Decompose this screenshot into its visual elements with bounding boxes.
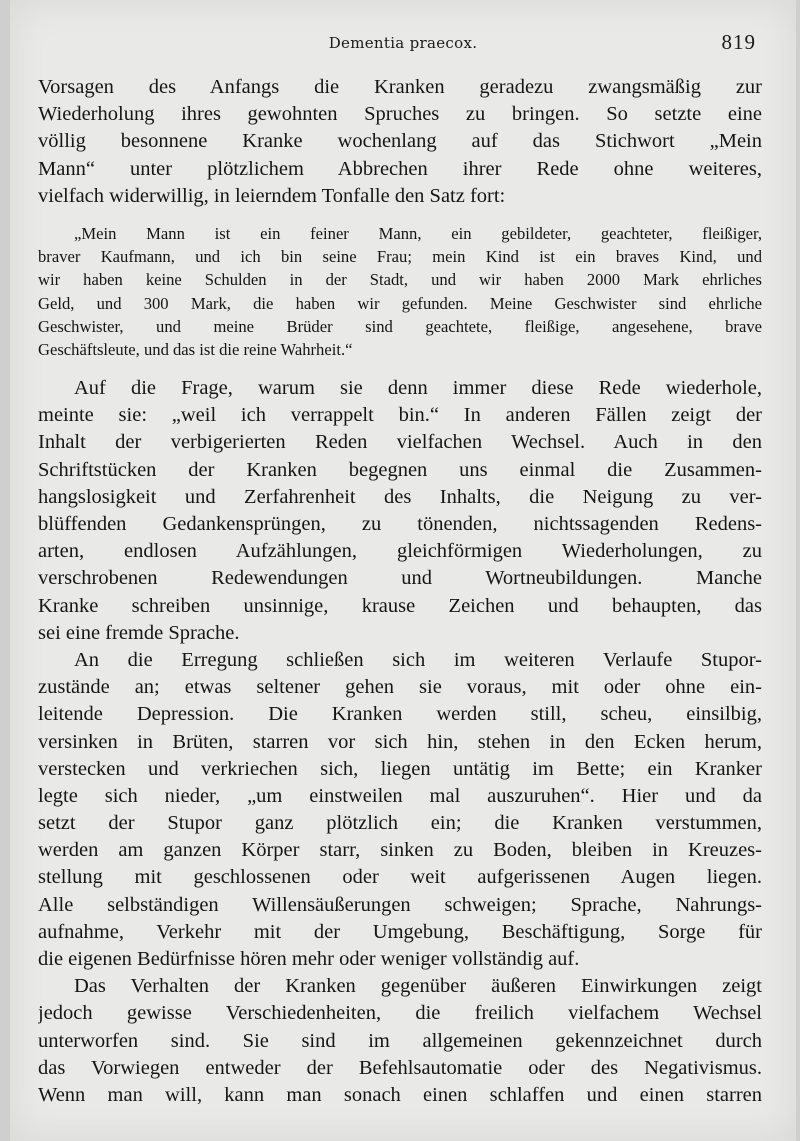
text-line: aufnahme, Verkehr mit der Umgebung, Beschäftigung, Sorge für (38, 920, 762, 943)
text-line: die eigenen Bedürfnisse hören mehr oder weniger vollständig auf. (38, 948, 580, 970)
page-number: 819 (721, 30, 756, 54)
text-line: vielfach widerwillig, in leierndem Tonfalle den Satz fort: (38, 184, 506, 207)
quote-line: „Mein Mann ist ein feiner Mann, ein gebildeter, geachteter, fleißiger, (74, 223, 762, 243)
text-line: das Vorwiegen entweder der Befehlsautomatie oder des Negativismus. (38, 1056, 762, 1079)
text-line: Schriftstücken der Kranken begegnen uns einmal die Zusammen- (38, 458, 762, 481)
text-line: hangslosigkeit und Zerfahrenheit des Inhalts, die Neigung zu ver- (38, 485, 762, 508)
text-line: völlig besonnene Kranke wochenlang auf das Stichwort „Mein (38, 130, 762, 153)
text-line: Vorsagen des Anfangs die Kranken geradezu zwangsmäßig zur (38, 76, 762, 98)
text-line: Wenn man will, kann man sonach einen schlaffen und einen starren (38, 1083, 762, 1106)
text-line: versinken in Brüten, starren vor sich hin, stehen in den Ecken herum, (38, 730, 762, 753)
text-line: verschrobenen Redewendungen und Wortneubildungen. Manche (38, 567, 762, 590)
text-line: Mann“ unter plötzlichem Abbrechen ihrer Rede ohne weiteres, (38, 157, 762, 180)
text-line: setzt der Stupor ganz plötzlich ein; die Kranken verstummen, (38, 812, 762, 835)
text-line: sei eine fremde Sprache. (38, 621, 240, 644)
text-line: unterworfen sind. Sie sind im allgemeinen gekennzeichnet durch (38, 1029, 762, 1052)
page-body (38, 74, 762, 1109)
text-line: An die Erregung schließen sich im weiteren Verlaufe Stupor- (74, 648, 762, 671)
quote-line: braver Kaufmann, und ich bin seine Frau; mein Kind ist ein braves Kind, und (38, 247, 762, 267)
text-line: leitende Depression. Die Kranken werden still, scheu, einsilbig, (38, 703, 762, 726)
paragraph-4 (38, 973, 762, 1109)
text-line: Wiederholung ihres gewohnten Spruches zu bringen. So setzte eine (38, 103, 762, 126)
quote-line: Geschwister, und meine Brüder sind geachtete, fleißige, angesehene, brave (38, 316, 762, 336)
text-line: stellung mit geschlossenen oder weit aufgerissenen Augen liegen. (38, 866, 762, 889)
text-line: verstecken und verkriechen sich, liegen untätig im Bette; ein Kranker (38, 757, 762, 780)
text-line: Alle selbständigen Willensäußerungen schweigen; Sprache, Nahrungs- (38, 893, 762, 916)
text-line: Auf die Frage, warum sie denn immer diese Rede wiederhole, (74, 377, 762, 400)
paragraph-3 (38, 647, 762, 973)
paragraph-1 (38, 74, 762, 210)
page-header (10, 30, 796, 60)
quote-line: wir haben keine Schulden in der Stadt, und wir haben 2000 Mark ehrliches (38, 270, 762, 290)
text-line: Das Verhalten der Kranken gegenüber äußeren Einwirkungen zeigt (74, 975, 762, 998)
text-line: meinte sie: „weil ich verrappelt bin.“ In anderen Fällen zeigt der (38, 404, 762, 427)
text-line: legte sich nieder, „um einstweilen mal auszuruhen“. Hier und da (38, 784, 762, 807)
text-line: Inhalt der verbigerierten Reden vielfachen Wechsel. Auch in den (38, 431, 762, 454)
text-line: arten, endlosen Aufzählungen, gleichförmigen Wiederholungen, zu (38, 540, 762, 563)
quote-line: Geschäftsleute, und das ist die reine Wahrheit.“ (38, 339, 353, 359)
text-line: jedoch gewisse Verschiedenheiten, die freilich vielfachem Wechsel (38, 1002, 762, 1025)
text-line: Kranke schreiben unsinnige, krause Zeichen und behaupten, das (38, 594, 762, 617)
text-line: werden am ganzen Körper starr, sinken zu Boden, bleiben in Kreuzes- (38, 839, 762, 862)
text-line: blüffenden Gedankensprüngen, zu tönenden, nichtssagenden Redens- (38, 513, 762, 535)
book-page (10, 0, 796, 1141)
quote-line: Geld, und 300 Mark, die haben wir gefunden. Meine Geschwister sind ehrliche (38, 293, 762, 313)
block-quote (38, 222, 762, 361)
running-title: Dementia praecox. (328, 34, 478, 52)
text-line: zustände an; etwas seltener gehen sie voraus, mit oder ohne ein- (38, 676, 762, 699)
paragraph-2 (38, 375, 762, 647)
